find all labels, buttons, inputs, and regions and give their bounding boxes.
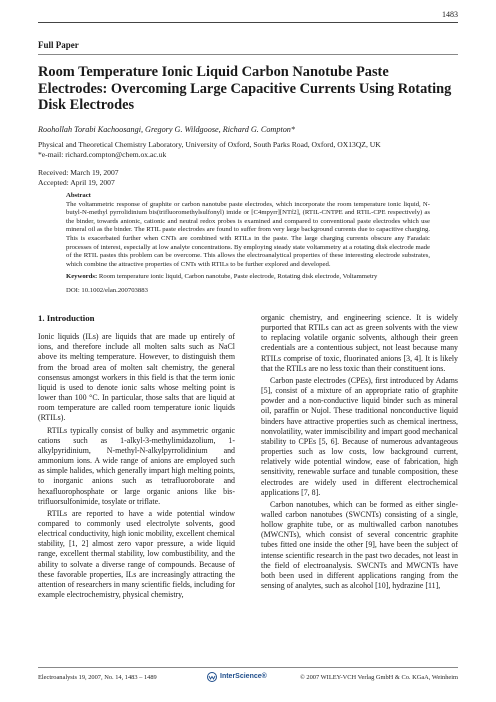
paragraph: organic chemistry, and engineering science. It is widely purported that RTILs can act as green solvents with the view to replacing volatile organic solvents, although their green credentials are a contentious subject, not least because many RTILs comprise of toxic, fluorinated anions [3, 4]. It is likely that the RTILs are no less toxic than their constituent ions. [261,313,458,373]
paragraph: RTILs are reported to have a wide potential window compared to commonly used electrolyte solvents, good electrical conductivity, high ionic mobility, excellent chemical stability, [1, 2] almost zero vapor pressure, a wide liquid range, excellent thermal stability, low combustibility, and the ability to solvate a diverse range of compounds. Because of these favorable properties, ILs are increasingly attracting the attention of researchers in many scientific fields, including for example electrochemistry, physical chemistry, [38,508,235,600]
paper-title: Room Temperature Ionic Liquid Carbon Nanotube Paste Electrodes: Overcoming Large Capacitive Currents Using Rotating Disk Electrodes [38,64,452,113]
footer-rule [38,667,458,668]
journal-citation: Electroanalysis 19, 2007, No. 14, 1483 – 1489 [38,674,157,681]
affiliation: Physical and Theoretical Chemistry Laboratory, University of Oxford, South Parks Road, Oxford, OX13QZ, UK [38,140,381,149]
paragraph: RTILs typically consist of bulky and asymmetric organic cations such as 1-alkyl-3-methylimidazolium, 1-alkylpyridinium, N-methyl-N-alkylpyrrolidinium and ammonium ions. A wide range of anions are employed such as simple halides, which generally impart high melting points, to inorganic anions such as tetrafluoroborate and hexafluorophosphate or large organic anions like bis-trifluorsulfonimide, tosylate or triflate. [38,425,235,506]
publication-dates [38,168,119,188]
affiliation-block [38,140,458,160]
abstract-heading: Abstract [66,192,91,199]
author-list: Roohollah Torabi Kachoosangi, Gregory G. Wildgoose, Richard G. Compton* [38,125,295,134]
section-label: Full Paper [38,40,79,50]
doi-link[interactable]: DOI: 10.1002/elan.200703883 [66,286,148,294]
received-date: Received: March 19, 2007 [38,168,119,177]
paragraph: Carbon paste electrodes (CPEs), first introduced by Adams [5], consist of a mixture of an appropriate ratio of graphite powder and a non-conductive liquid binder such as mineral oil, paraffin or Nujol. These traditional nonconductive liquid binders have attractive properties such as chemical inertness, nonvolatility, water immiscibility and impart good mechanical stability to CPEs [5, 6]. Because of numerous advantageous properties such as low costs, low background current, relatively wide potential window, ease of fabrication, high sensitivity, renewable surface and tunable composition, these electrodes are widely used in different electrochemical applications [7, 8]. [261,375,458,497]
abstract-text: The voltammetric response of graphite or carbon nanotube paste electrodes, which incorporate the room temperature ionic liquid, N-butyl-N-methyl pyrrolidinium bis(trifluoromethylsulfonyl) imide or [C4mpyrr][NTf2], (RTIL-CNTPE and RTIL-CPE respectively) as the binder, towards anionic, cationic and neutral redox probes is examined and compared to conventional paste electrodes which use mineral oil as the binder. The RTIL paste electrodes are found to suffer from very large background currents due to capacitive charging. This is exacerbated further when CNTs are combined with RTILs in the paste. The large charging currents obscure any Faradaic processes of interest, especially at low analyte concentrations. By employing steady state voltammetry at a rotating disk electrode made of the RTIL pastes this problem can be overcome. This allows the electroanalytical properties of these interesting electrode substrates, which combine the attractive properties of CNTs with RTILs to be further explored and developed. [66,200,430,268]
interscience-logo[interactable] [206,672,267,682]
copyright-notice: © 2007 WILEY-VCH Verlag GmbH & Co. KGaA, Weinheim [299,674,458,681]
wiley-logo-icon [206,672,218,682]
paragraph: Carbon nanotubes, which can be formed as either single-walled carbon nanotubes (SWCNTs) consisting of a single, hollow graphite tube, or as multiwalled carbon nanotubes (MWCNTs), which consist of several concentric graphite tubes fitted one inside the other [9], have been the subject of intense scientific research in the past two decades, not least in the field of electroanalysis. SWCNTs and MWCNTs have both been used in different applications ranging from the sensing of analytes, such as alcohol [10], hydrazine [11], [261,499,458,591]
title-rule [38,54,458,55]
keywords [66,273,430,282]
paragraph: Ionic liquids (ILs) are liquids that are made up entirely of ions, and therefore include all molten salts such as NaCl above its melting temperature. However, to distinguish them from the broad area of molten salt chemistry, the general consensus amongst workers in this field is that the term ionic liquid is used to denote ionic salts whose melting point is lower than 100 °C. In particular, those salts that are liquid at room temperature are called room temperature ionic liquids (RTILs). [38,332,235,423]
interscience-logo-text: InterScience® [220,673,267,680]
left-column [38,313,235,602]
top-rule [38,22,458,23]
accepted-date: Accepted: April 19, 2007 [38,178,115,187]
keywords-label: Keywords: [66,273,98,281]
page-footer [38,672,458,684]
right-column [261,313,458,593]
page-number: 1483 [442,10,458,19]
abstract [66,192,430,296]
section-heading-introduction: 1. Introduction [38,313,95,323]
email-link[interactable]: *e-mail: richard.compton@chem.ox.ac.uk [38,150,167,159]
keywords-text: Room temperature ionic liquid, Carbon nanotube, Paste electrode, Rotating disk electrode, Voltammetry [98,273,378,281]
